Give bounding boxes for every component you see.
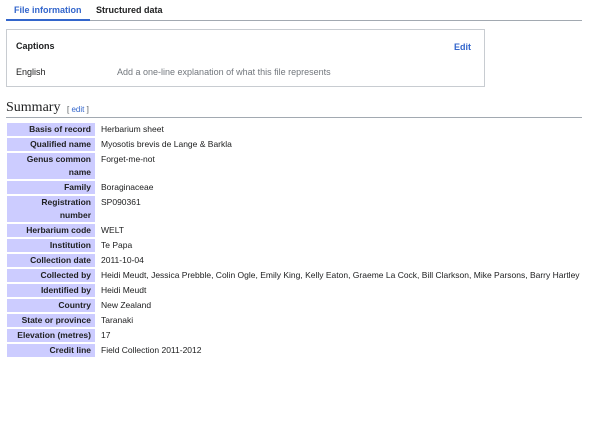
tab-structured-data[interactable]: Structured data bbox=[96, 5, 163, 15]
row-value: 17 bbox=[101, 330, 111, 340]
captions-panel bbox=[6, 29, 485, 87]
captions-title: Captions bbox=[16, 41, 55, 51]
row-value: Field Collection 2011-2012 bbox=[101, 345, 202, 355]
summary-heading bbox=[6, 100, 582, 118]
row-label: Identified by bbox=[7, 284, 95, 297]
row-label: Credit line bbox=[7, 344, 95, 357]
row-value: Heidi Meudt, Jessica Prebble, Colin Ogle, Emily King, Kelly Eaton, Graeme La Cock, Bill Clarkson, Mike Parsons, Barry Hartley bbox=[101, 270, 580, 280]
row-value: New Zealand bbox=[101, 300, 152, 310]
row-value: Heidi Meudt bbox=[101, 285, 147, 295]
row-value: Myosotis brevis de Lange & Barkla bbox=[101, 139, 232, 149]
tab-bar bbox=[6, 0, 582, 21]
table-row bbox=[7, 123, 584, 136]
summary-edit-close-bracket: ] bbox=[84, 105, 89, 114]
table-row bbox=[7, 153, 584, 179]
table-row bbox=[7, 196, 584, 222]
row-value: Herbarium sheet bbox=[101, 124, 164, 134]
table-row bbox=[7, 239, 584, 252]
row-value: Te Papa bbox=[101, 240, 133, 250]
table-row bbox=[7, 224, 584, 237]
row-label: Genus common name bbox=[7, 153, 95, 179]
row-label: Family bbox=[7, 181, 95, 194]
table-row bbox=[7, 254, 584, 267]
table-row bbox=[7, 329, 584, 342]
table-row bbox=[7, 344, 584, 357]
row-label: Collection date bbox=[7, 254, 95, 267]
table-row bbox=[7, 138, 584, 151]
row-label: Qualified name bbox=[7, 138, 95, 151]
table-row bbox=[7, 284, 584, 297]
table-row bbox=[7, 269, 584, 282]
summary-edit-open-bracket: [ bbox=[67, 105, 72, 114]
captions-edit-link[interactable]: Edit bbox=[454, 42, 471, 52]
row-value: WELT bbox=[101, 225, 124, 235]
row-label: Institution bbox=[7, 239, 95, 252]
tab-file-information[interactable]: File information bbox=[6, 3, 90, 21]
row-label: Elevation (metres) bbox=[7, 329, 95, 342]
row-label: Country bbox=[7, 299, 95, 312]
row-value: SP090361 bbox=[101, 197, 141, 207]
information-table bbox=[5, 121, 586, 359]
table-row bbox=[7, 181, 584, 194]
caption-language-label: English bbox=[16, 67, 46, 77]
summary-edit-link[interactable]: edit bbox=[71, 105, 85, 114]
caption-input-placeholder[interactable]: Add a one-line explanation of what this file represents bbox=[117, 67, 331, 77]
table-row bbox=[7, 299, 584, 312]
table-row bbox=[7, 314, 584, 327]
row-value: Boraginaceae bbox=[101, 182, 154, 192]
row-value: 2011-10-04 bbox=[101, 255, 144, 265]
row-label: Registration number bbox=[7, 196, 95, 222]
summary-edit-section bbox=[67, 105, 89, 114]
row-label: Basis of record bbox=[7, 123, 95, 136]
row-label: Collected by bbox=[7, 269, 95, 282]
row-label: Herbarium code bbox=[7, 224, 95, 237]
row-label: State or province bbox=[7, 314, 95, 327]
row-value: Forget-me-not bbox=[101, 154, 155, 164]
summary-title: Summary bbox=[6, 100, 61, 115]
row-value: Taranaki bbox=[101, 315, 134, 325]
